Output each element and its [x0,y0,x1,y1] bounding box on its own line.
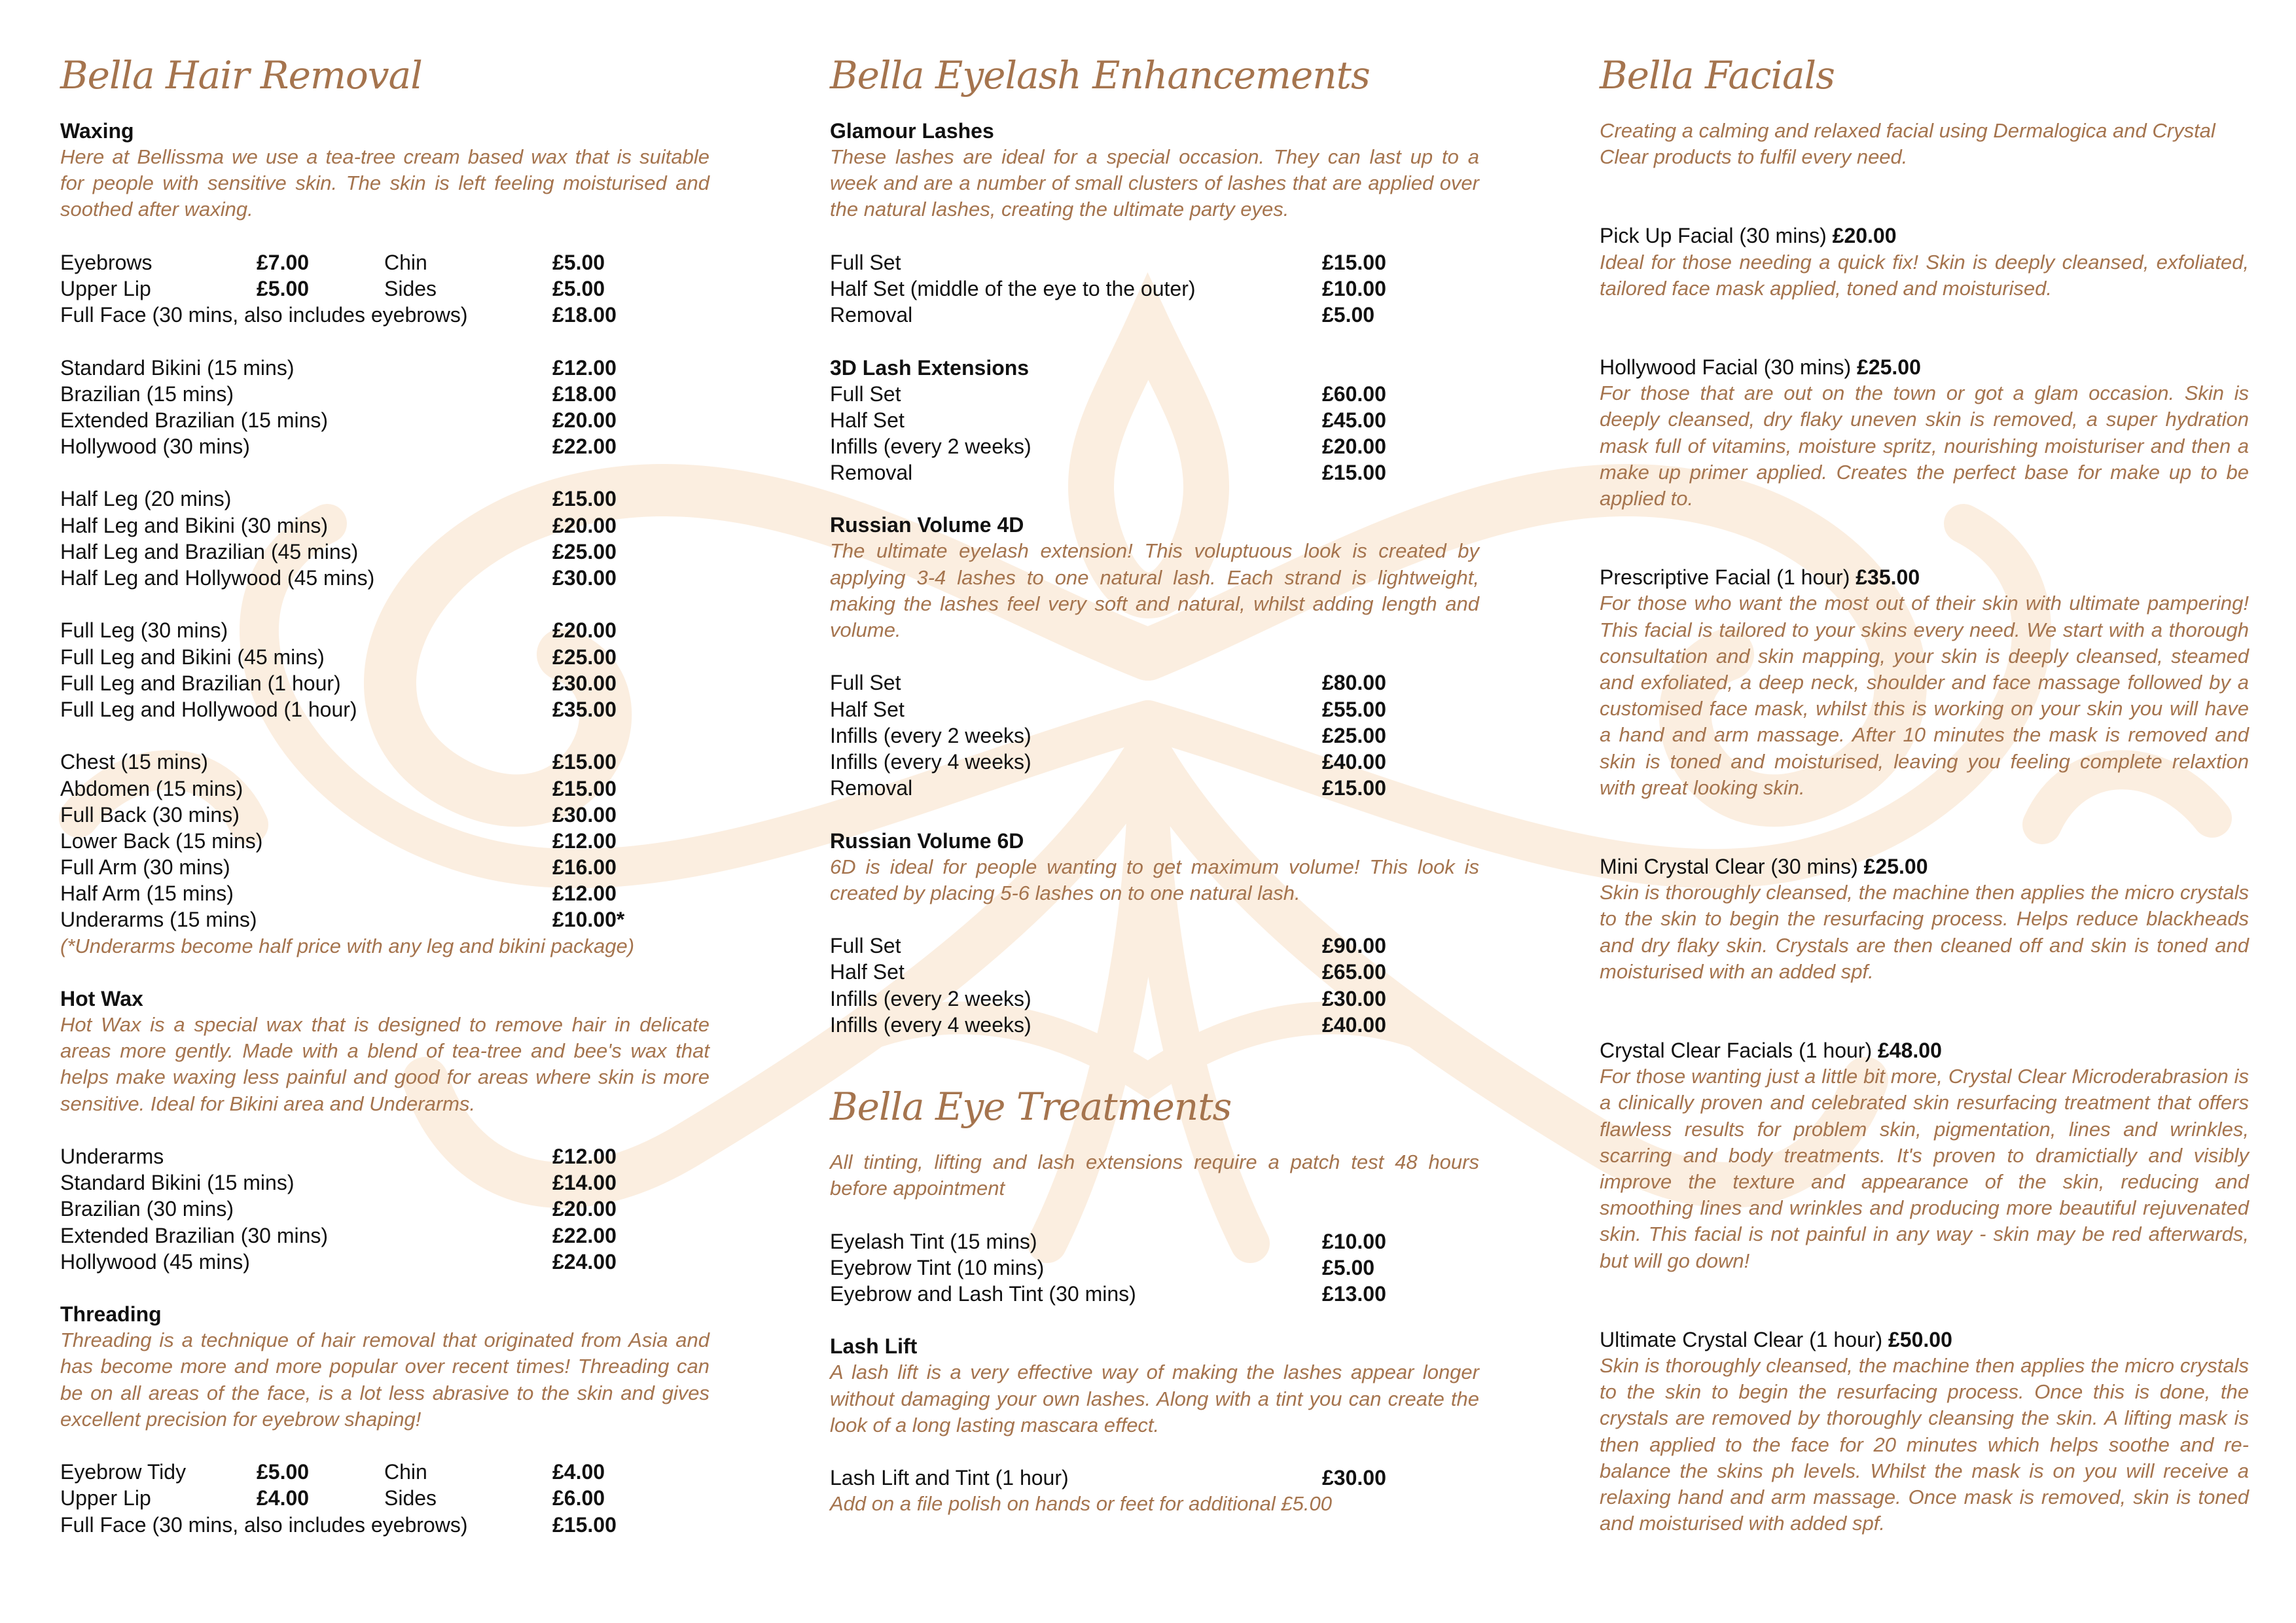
price-row [60,854,709,880]
3d-lash-price-list [830,381,1479,486]
price-row [60,749,709,775]
price-row [830,1228,1479,1255]
russian-volume-4d-heading: Russian Volume 4D [830,513,1024,537]
price-row [60,828,709,854]
facials-title: Bella Facials [1600,53,1835,98]
facials-column [1600,46,2249,1537]
facial-price: £20.00 [1832,224,1897,248]
facial-item [1600,1327,2249,1537]
underarms-note: (*Underarms become half price with any leg and bikini package) [60,934,635,957]
price-row [60,670,709,696]
service-name: Half Set [830,960,905,984]
price-row: Lash Lift and Tint (1 hour) £30.00 [830,1466,1386,1490]
service-price: £12.00 [552,355,617,380]
price-row [830,249,1479,276]
service-price: £65.00 [1322,960,1386,984]
facial-title [1600,223,2249,249]
facial-name: Crystal Clear Facials (1 hour) [1600,1039,1873,1063]
facial-description: For those that are out on the town or got a glam occasion. Skin is deeply cleansed, dry flaky uneven skin is removed, a super hydration mask full of vitamins, moisture spritz, nourishing moisturiser and then a make up primer applied. Creates the perfect base for make up to be applied to. [1600,382,2249,510]
service-name: Infills (every 4 weeks) [830,1012,1031,1037]
facial-price: £35.00 [1856,565,1920,590]
service-price: £20.00 [552,1197,617,1221]
russian-volume-4d-price-list [830,669,1479,801]
price-row [60,617,709,643]
glamour-lashes-heading: Glamour Lashes [830,119,994,143]
service-name: Extended Brazilian (15 mins) [60,408,329,432]
price-row [60,539,709,565]
service-name: Half Leg (20 mins) [60,487,232,511]
waxing-price-list [60,355,709,933]
service-name: Eyelash Tint (15 mins) [830,1229,1037,1253]
price-row [830,749,1479,775]
service-price: £25.00 [552,539,617,563]
eye-treatments-intro: All tinting, lifting and lash extensions require a patch test 48 hours before appointment [830,1150,1479,1200]
facial-item [1600,564,2249,801]
hair-removal-title: Bella Hair Removal [60,53,422,98]
service-price: £22.00 [552,435,617,459]
price-row [830,933,1479,959]
price-row [60,776,709,802]
facial-title [1600,564,2249,590]
price-row [60,433,709,459]
service-name: Hollywood (30 mins) [60,435,250,459]
lash-lift-heading: Lash Lift [830,1334,918,1359]
service-price: £25.00 [1322,723,1386,747]
price-row: Eyebrow Tidy £5.00 Chin £4.00 [60,1460,605,1484]
price-row [830,276,1479,302]
facial-description: Skin is thoroughly cleansed, the machine then applies the micro crystals to the skin to begin the resurfacing process. Helps reduce blackheads and dry flaky skin. Crystals are then cleaned off and skin is toned and moisturised with an added spf. [1600,881,2249,983]
facial-name: Pick Up Facial (30 mins) [1600,224,1827,248]
service-price: £10.00 [1322,276,1386,300]
facial-name: Hollywood Facial (30 mins) [1600,355,1852,379]
price-row: Upper Lip £4.00 Sides £6.00 [60,1486,605,1510]
service-name: Hollywood (45 mins) [60,1249,250,1274]
service-name: Full Leg and Hollywood (1 hour) [60,697,357,721]
eye-treatments-title: Bella Eye Treatments [830,1084,1232,1129]
facials-list [1600,223,2249,1537]
service-name: Full Arm (30 mins) [60,855,230,880]
eyelash-column [830,46,1479,1517]
service-price: £12.00 [552,882,617,906]
service-name: Brazilian (30 mins) [60,1197,234,1221]
facial-price: £48.00 [1878,1039,1942,1063]
service-price: £15.00 [552,776,617,800]
service-name: Eyebrow and Lash Tint (30 mins) [830,1281,1136,1306]
service-price: £40.00 [1322,1012,1386,1037]
service-name: Infills (every 2 weeks) [830,723,1031,747]
threading-description: Threading is a technique of hair removal that originated from Asia and has become more and more popular over recent times! Threading can be on all areas of the face, is a lot less abrasive to the skin and gives excellent precision for eyebrow shaping! [60,1329,709,1431]
facial-name: Prescriptive Facial (1 hour) [1600,565,1850,590]
glamour-lashes-description: These lashes are ideal for a special occasion. They can last up to a week and are a number of small clusters of lashes that are applied over the natural lashes, creating the ultimate party eyes. [830,145,1479,221]
service-price: £30.00 [552,802,617,827]
service-price: £25.00 [552,645,617,669]
facial-description: For those who want the most out of their skin with ultimate pampering! This facial is tailored to your skins every need. We start with a thorough consultation and skin mapping, your skin is deeply cleansed, steamed and exfoliated, a deep neck, shoulder and face massage followed by a customised face mask, whilst this is working on your skin you will have a hand and arm massage. After 10 minutes the mask is removed and skin is toned and moisturised, leaving you feeling complete relaxtion with great looking skin. [1600,592,2249,799]
service-name: Standard Bikini (15 mins) [60,1171,295,1195]
service-name: Standard Bikini (15 mins) [60,355,295,380]
facial-item [1600,853,2249,985]
service-name: Full Set [830,250,901,274]
facial-item [1600,223,2249,302]
service-name: Half Set [830,697,905,721]
facial-title [1600,1327,2249,1353]
facial-description: Skin is thoroughly cleansed, the machine then applies the micro crystals to the skin to begin the resurfacing process. Once this is done, the crystals are removed by thoroughly cleansing the skin. A lifting mask is then applied to the face for 20 minutes which helps soothe and re-balance the skins ph levels. Whilst the mask is on you will receive a relaxing hand and arm massage. Once mask is removed, skin is toned and moisturised with added spf. [1600,1354,2249,1535]
price-row [60,512,709,539]
service-price: £30.00 [1322,986,1386,1010]
service-price: £10.00 [1322,1229,1386,1253]
service-name: Brazilian (15 mins) [60,382,234,406]
service-name: Chest (15 mins) [60,750,208,774]
hot-wax-description: Hot Wax is a special wax that is designed to remove hair in delicate areas more gently. Made with a blend of tea-tree and bee's wax that helps make waxing less painful and good for areas where skin is more sensitive. Ideal for Bikini area and Underarms. [60,1013,709,1115]
service-name: Half Arm (15 mins) [60,882,234,906]
price-row: Full Face (30 mins, also includes eyebrows) £18.00 [60,303,617,327]
price-row: Eyebrows £7.00 Chin £5.00 [60,250,605,274]
hot-wax-heading: Hot Wax [60,987,143,1011]
service-price: £20.00 [552,408,617,432]
facial-item [1600,354,2249,512]
service-name: Full Leg and Bikini (45 mins) [60,645,325,669]
service-name: Half Leg and Bikini (30 mins) [60,513,329,537]
price-row [830,696,1479,722]
price-row [60,381,709,407]
service-name: Underarms (15 mins) [60,908,257,932]
service-name: Full Set [830,382,901,406]
price-row [830,722,1479,749]
service-price: £30.00 [552,671,617,695]
price-row [60,565,709,591]
service-price: £60.00 [1322,382,1386,406]
service-price: £5.00 [1322,303,1375,327]
service-name: Full Set [830,934,901,958]
service-price: £10.00* [552,908,625,932]
price-row [60,486,709,512]
hair-removal-column [60,46,709,1538]
service-name: Infills (every 2 weeks) [830,986,1031,1010]
facial-title [1600,853,2249,880]
service-price: £13.00 [1322,1281,1386,1306]
service-name: Half Set [830,408,905,432]
service-name: Removal [830,303,913,327]
service-price: £20.00 [552,618,617,643]
price-row [60,906,709,933]
service-name: Underarms [60,1145,164,1169]
price-row [60,355,709,381]
price-row [60,644,709,670]
facial-price: £25.00 [1857,355,1921,379]
price-row [830,1255,1479,1281]
service-name: Full Back (30 mins) [60,802,240,827]
price-row [830,1012,1479,1038]
service-price: £22.00 [552,1223,617,1247]
service-price: £15.00 [1322,461,1386,485]
service-name: Half Set (middle of the eye to the outer) [830,276,1196,300]
service-price: £20.00 [552,513,617,537]
price-row: Upper Lip £5.00 Sides £5.00 [60,276,605,300]
price-row [60,1249,709,1275]
service-price: £12.00 [552,829,617,853]
service-price: £15.00 [552,487,617,511]
russian-volume-4d-description: The ultimate eyelash extension! This voluptuous look is created by applying 3-4 lashes to one natural lash. Each strand is lightweight, making the lashes feel very soft and natural, whilst adding length and volume. [830,539,1479,642]
waxing-heading: Waxing [60,119,134,143]
service-price: £30.00 [552,566,617,590]
service-name: Removal [830,776,913,800]
service-name: Full Leg (30 mins) [60,618,228,643]
service-name: Eyebrow Tint (10 mins) [830,1255,1045,1279]
service-price: £16.00 [552,855,617,880]
service-name: Half Leg and Brazilian (45 mins) [60,539,359,563]
price-row [830,986,1479,1012]
facial-item [1600,1037,2249,1274]
facial-price: £50.00 [1888,1327,1952,1351]
service-price: £15.00 [1322,776,1386,800]
service-name: Half Leg and Hollywood (45 mins) [60,566,375,590]
service-name: Extended Brazilian (30 mins) [60,1223,329,1247]
price-row [60,1143,709,1169]
price-row [830,433,1479,459]
threading-heading: Threading [60,1302,162,1327]
service-price: £15.00 [552,750,617,774]
price-row [830,775,1479,801]
price-row [830,1281,1479,1307]
price-row [60,407,709,433]
service-name: Infills (every 4 weeks) [830,750,1031,774]
service-name: Abdomen (15 mins) [60,776,243,800]
facial-title [1600,1037,2249,1063]
price-row [830,459,1479,486]
lash-lift-note: Add on a file polish on hands or feet for additional £5.00 [830,1492,1332,1516]
facial-name: Mini Crystal Clear (30 mins) [1600,855,1858,879]
price-row [60,1196,709,1222]
facials-intro: Creating a calming and relaxed facial using Dermalogica and Crystal Clear products to fulfil every need. [1600,119,2215,169]
price-row [60,1222,709,1249]
facial-description: Ideal for those needing a quick fix! Skin is deeply cleansed, exfoliated, tailored face mask applied, toned and moisturised. [1600,250,2249,300]
russian-volume-6d-heading: Russian Volume 6D [830,829,1024,853]
facial-title [1600,354,2249,380]
price-row [60,1169,709,1196]
service-price: £80.00 [1322,671,1386,695]
service-name: Full Leg and Brazilian (1 hour) [60,671,341,695]
service-name: Infills (every 2 weeks) [830,434,1031,458]
hot-wax-price-list [60,1143,709,1275]
price-row: Full Face (30 mins, also includes eyebrows) £15.00 [60,1512,617,1537]
price-row [830,302,1479,328]
service-price: £35.00 [552,697,617,721]
price-row [60,880,709,906]
glamour-lashes-price-list [830,249,1479,329]
service-price: £15.00 [1322,250,1386,274]
service-price: £5.00 [1322,1255,1375,1279]
service-price: £45.00 [1322,408,1386,432]
service-name: Removal [830,461,913,485]
price-row [60,696,709,722]
service-price: £18.00 [552,382,617,406]
service-price: £24.00 [552,1249,617,1274]
service-price: £12.00 [552,1145,617,1169]
service-price: £90.00 [1322,934,1386,958]
eye-treatments-price-list [830,1228,1479,1308]
price-row [830,407,1479,433]
3d-lash-heading: 3D Lash Extensions [830,355,1030,380]
service-price: £55.00 [1322,697,1386,721]
service-price: £20.00 [1322,434,1386,458]
waxing-description: Here at Bellissma we use a tea-tree cream based wax that is suitable for people with sensitive skin. The skin is left feeling moisturised and soothed after waxing. [60,145,709,221]
price-row [830,959,1479,985]
price-row [60,802,709,828]
lash-lift-description: A lash lift is a very effective way of making the lashes appear longer without damaging your own lashes. Along with a tint you can create the look of a long lasting mascara effect. [830,1361,1479,1436]
service-price: £40.00 [1322,750,1386,774]
facial-description: For those wanting just a little bit more, Crystal Clear Microderabrasion is a clinically proven and celebrated skin resurfacing treatment that offers flawless results for problem skin, pigmentation, lines and wrinkles, scarring and body treatments. It's proven to dramictially and visibly improve the texture and appearance of the skin, reducing and smoothing lines and wrinkles and producing more beautiful rejuvenated skin. This facial is not painful in any way - skin may be red afterwards, but will go down! [1600,1065,2249,1272]
russian-volume-6d-description: 6D is ideal for people wanting to get maximum volume! This look is created by placing 5-6 lashes on to one natural lash. [830,855,1479,904]
service-name: Full Set [830,671,901,695]
russian-volume-6d-price-list [830,933,1479,1038]
facial-name: Ultimate Crystal Clear (1 hour) [1600,1327,1883,1351]
service-price: £14.00 [552,1171,617,1195]
facial-price: £25.00 [1863,855,1928,879]
price-row [830,669,1479,696]
eyelash-title: Bella Eyelash Enhancements [830,53,1370,98]
price-row [830,381,1479,407]
service-name: Lower Back (15 mins) [60,829,263,853]
